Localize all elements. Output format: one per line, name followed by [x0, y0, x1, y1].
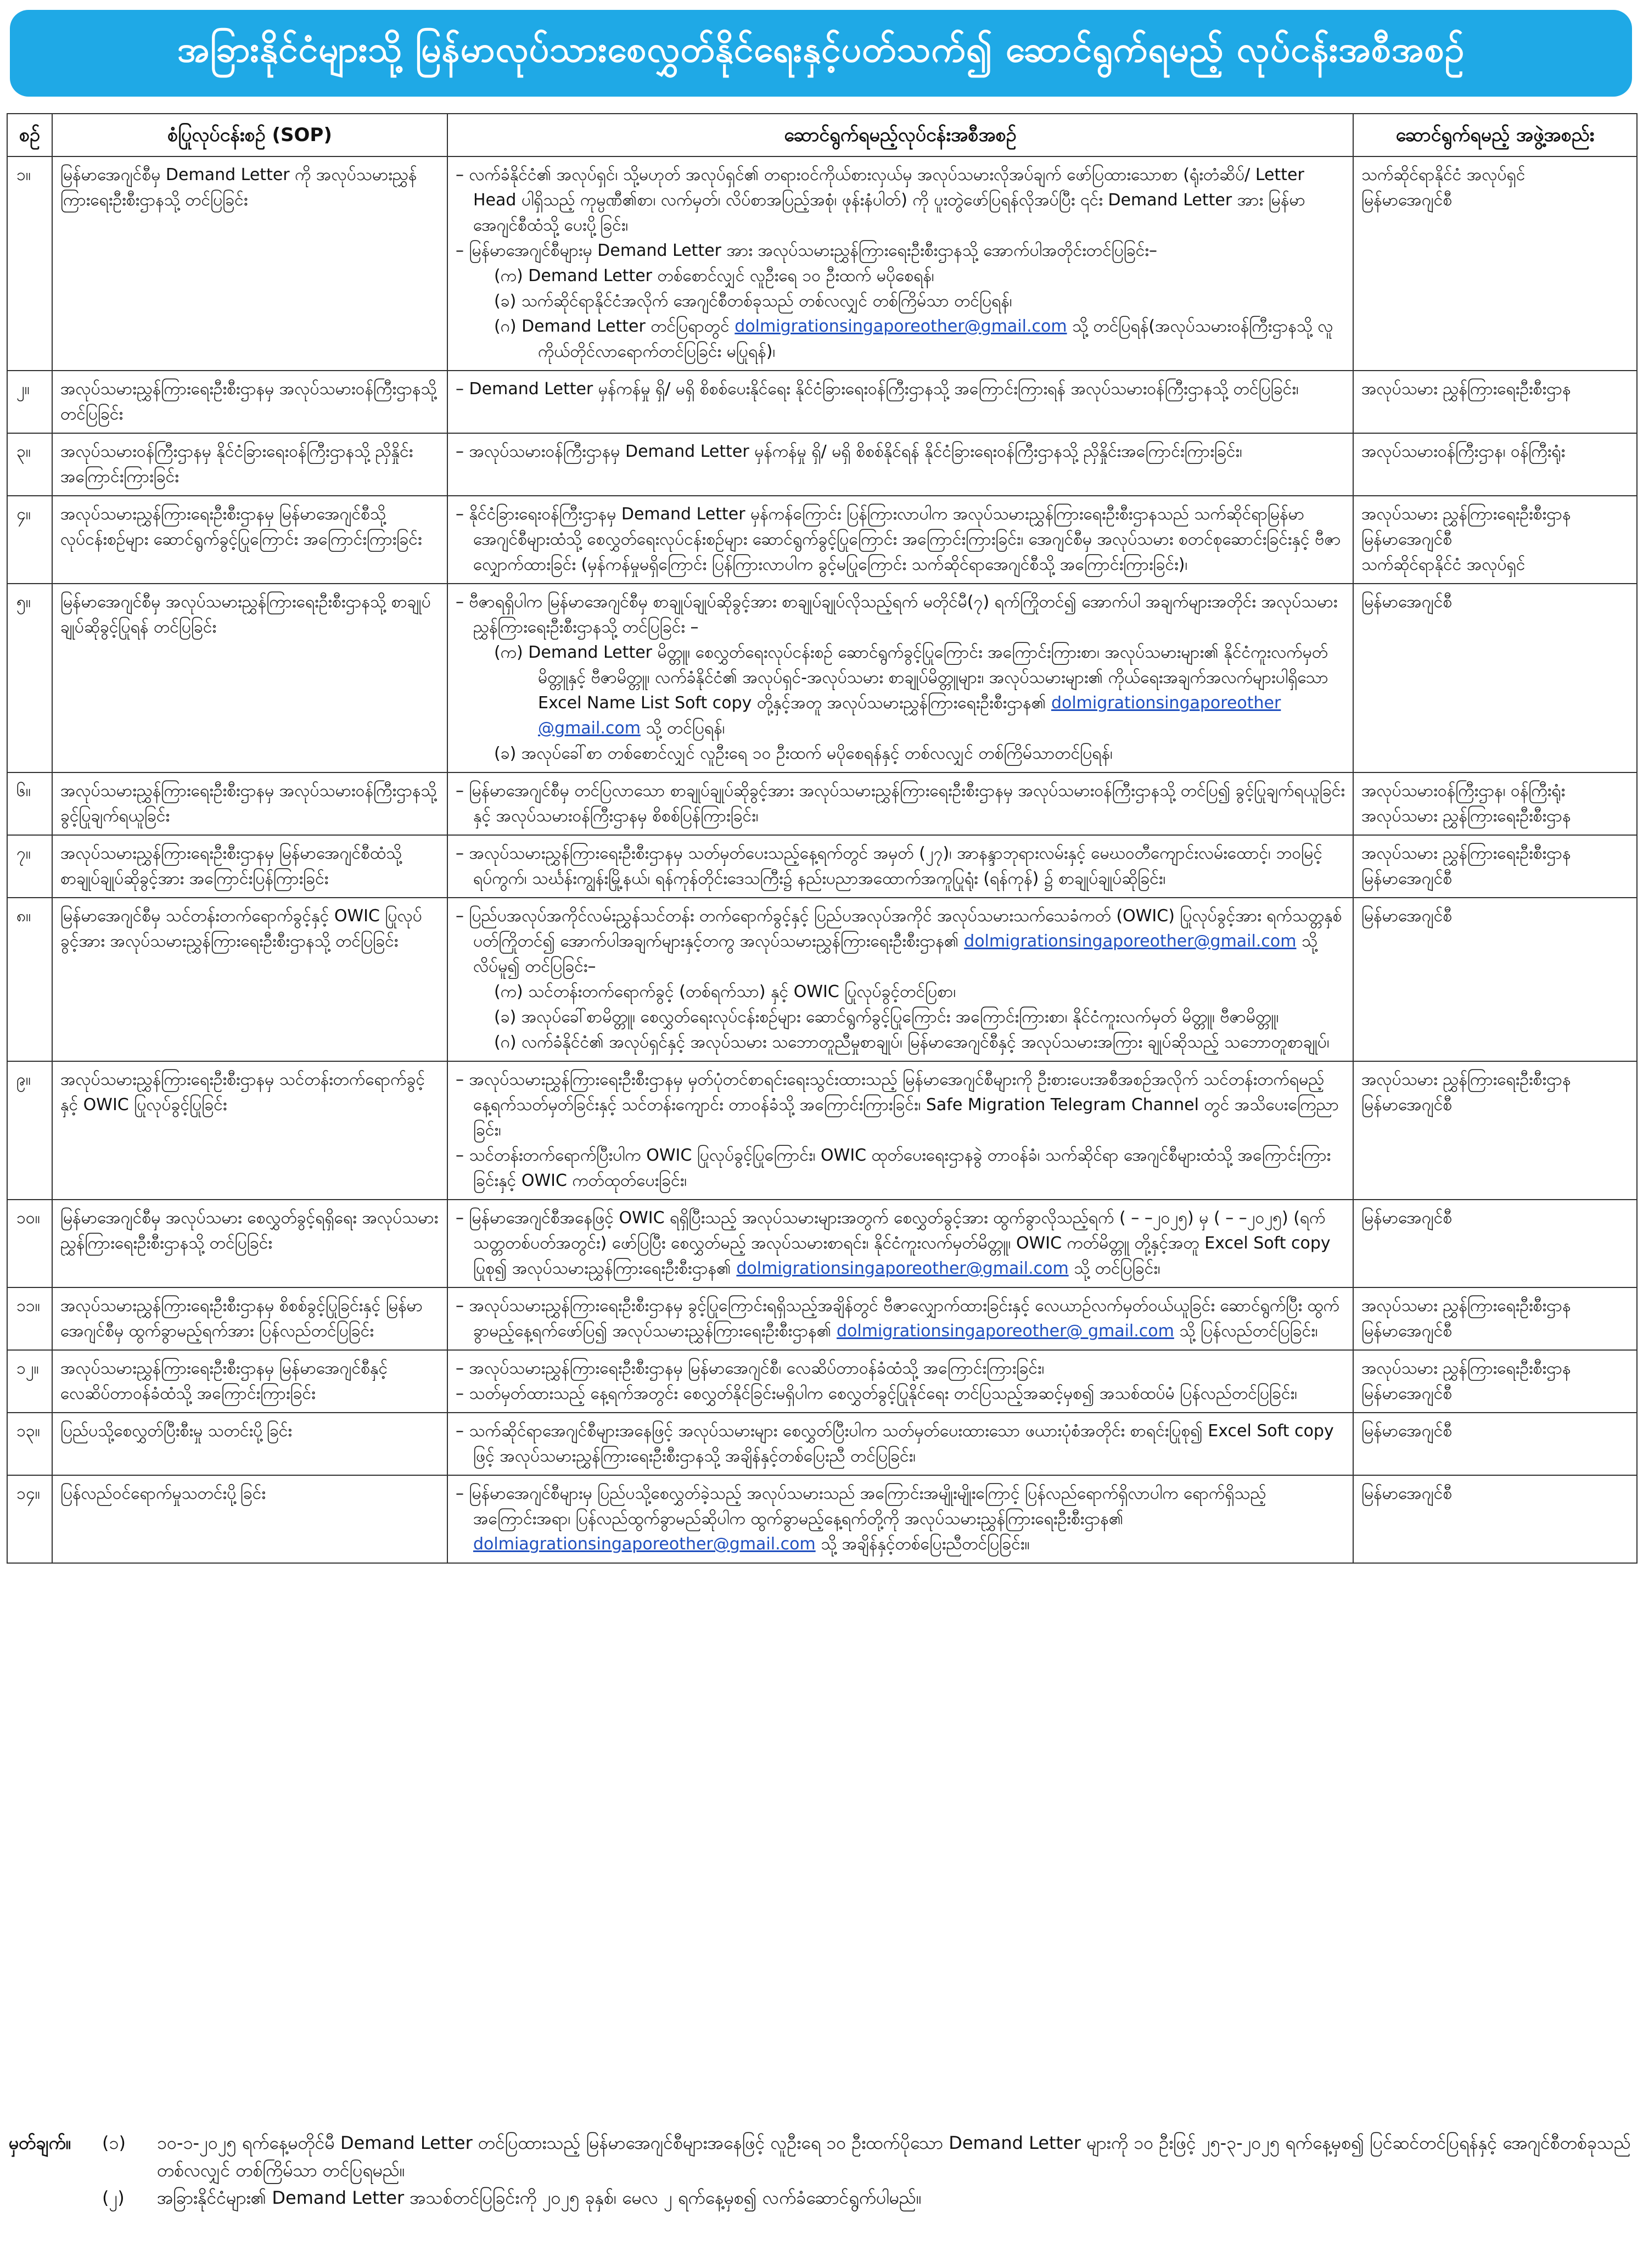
plan-line: (ဂ) လက်ခံနိုင်ငံ၏ အလုပ်ရှင်နှင့် အလုပ်သမား သဘောတူညီမှုစာချုပ်၊ မြန်မာအေဂျင်စီနှင့် အလုပ်သမားအကြား ချုပ်ဆိုသည့် သဘောတူစာချုပ်၊: [494, 1033, 1330, 1052]
note-2-text: အခြားနိုင်ငံများ၏ Demand Letter အသစ်တင်ပြခြင်းကို ၂၀၂၅ ခုနှစ်၊ မေလ ၂ ရက်နေ့မှစ၍ လက်ခံဆောင်ရွက်ပါမည်။: [157, 2187, 922, 2208]
plan-line: – Demand Letter မှန်ကန်မှု ရှိ/ မရှိ စိစစ်ပေးနိုင်ရေး နိုင်ငံခြားရေးဝန်ကြီးဌာနသို့ အကြောင်းကြားရန် အလုပ်သမားဝန်ကြီးဌာနသို့ တင်ပြခြင်း၊: [456, 379, 1299, 399]
plan-line: (က) Demand Letter တစ်စောင်လျှင် လူဦးရေ ၁၀ ဦးထက် မပိုစေရန်၊: [494, 266, 934, 285]
row-sop: အလုပ်သမားညွှန်ကြားရေးဦးစီးဌာနမှ မြန်မာအေဂျင်စီနှင့် လေဆိပ်တာဝန်ခံထံသို့ အကြောင်းကြားခြင်း: [52, 1350, 447, 1413]
row-number: ၉။: [7, 1061, 52, 1200]
row-plan: [447, 584, 1353, 772]
org-line: အလုပ်သမား ညွှန်ကြားရေးဦးစီးဌာန: [1361, 807, 1571, 826]
row-sop: အလုပ်သမားညွှန်ကြားရေးဦးစီးဌာနမှ အလုပ်သမားဝန်ကြီးဌာနသို့ တင်ပြခြင်း: [52, 371, 447, 433]
row-number: ၄။: [7, 496, 52, 584]
email-link[interactable]: dolmigrationsingaporeother @gmail.com: [538, 693, 1281, 738]
org-line: မြန်မာအေဂျင်စီ: [1361, 1208, 1453, 1228]
row-plan: [447, 433, 1353, 496]
row-number: ၅။: [7, 584, 52, 772]
org-line: မြန်မာအေဂျင်စီ: [1361, 906, 1453, 926]
row-org: [1353, 584, 1637, 772]
row-plan: [447, 1475, 1353, 1563]
org-line: မြန်မာအေဂျင်စီ: [1361, 1484, 1453, 1503]
row-sop: အလုပ်သမားဝန်ကြီးဌာနမှ နိုင်ငံခြားရေးဝန်ကြီးဌာနသို့ ညှိနှိုင်းအကြောင်းကြားခြင်း: [52, 433, 447, 496]
table-row: [7, 772, 1637, 835]
table-row: [7, 584, 1637, 772]
org-line: သက်ဆိုင်ရာနိုင်ငံ အလုပ်ရှင်: [1361, 555, 1526, 574]
note-2-number: (၂): [102, 2187, 125, 2208]
plan-line: – အလုပ်သမားညွှန်ကြားရေးဦးစီးဌာနမှ မှတ်ပုံတင်စာရင်းရေးသွင်းထားသည့် မြန်မာအေဂျင်စီများကို ဦးစားပေးအစီအစဉ်အလိုက် သင်တန်းတက်ရမည့် နေ့ရက်သတ်မှတ်ခြင်းနှင့် သင်တန်းကျောင်း တာဝန်ခံသို့ အကြောင်းကြားခြင်း၊ Safe Migration Telegram Channel တွင် အသိပေးကြေညာခြင်း၊: [456, 1070, 1339, 1140]
plan-line: – သက်ဆိုင်ရာအေဂျင်စီများအနေဖြင့် အလုပ်သမားများ စေလွှတ်ပြီးပါက သတ်မှတ်ပေးထားသော ဖယားပုံစံအတိုင်း စာရင်းပြုစု၍ Excel Soft copy ဖြင့် အလုပ်သမားညွှန်ကြားရေးဦးစီးဌာနသို့ အချိန်နှင့်တစ်ပြေးညီ တင်ပြခြင်း၊: [456, 1421, 1334, 1466]
header-plan: ဆောင်ရွက်ရမည့်လုပ်ငန်းအစီအစဉ်: [447, 114, 1353, 156]
table-row: [7, 156, 1637, 371]
row-number: ၁၃။: [7, 1413, 52, 1475]
row-org: [1353, 1475, 1637, 1563]
plan-line: – ပြည်ပအလုပ်အကိုင်လမ်းညွှန်သင်တန်း တက်ရောက်ခွင့်နှင့် ပြည်ပအလုပ်အကိုင် အလုပ်သမားသက်သေခံကတ် (OWIC) ပြုလုပ်ခွင့်အား ရက်သတ္တနှစ်ပတ်ကြိုတင်၍ အောက်ပါအချက်များနှင့်တကွ အလုပ်သမားညွှန်ကြားရေးဦးစီးဌာန၏ dolmigrationsingaporeother@gmail.com သို့ လိပ်မူ၍ တင်ပြခြင်း–: [456, 906, 1342, 976]
org-line: မြန်မာအေဂျင်စီ: [1361, 869, 1453, 888]
row-plan: [447, 156, 1353, 371]
row-org: [1353, 1200, 1637, 1287]
plan-line: – အလုပ်သမားညွှန်ကြားရေးဦးစီးဌာနမှ မြန်မာအေဂျင်စီ၊ လေဆိပ်တာဝန်ခံထံသို့ အကြောင်းကြားခြင်း၊: [456, 1359, 1045, 1378]
table-row: [7, 1287, 1637, 1350]
row-number: ၁၂။: [7, 1350, 52, 1413]
header-no: စဉ်: [7, 114, 52, 156]
row-plan: [447, 1061, 1353, 1200]
header-org: ဆောင်ရွက်ရမည့် အဖွဲ့အစည်း: [1353, 114, 1637, 156]
email-link[interactable]: dolmiagrationsingaporeother@gmail.com: [473, 1535, 816, 1554]
plan-line: (က) သင်တန်းတက်ရောက်ခွင့် (တစ်ရက်သာ) နှင့် OWIC ပြုလုပ်ခွင့်တင်ပြစာ၊: [494, 982, 956, 1001]
row-org: [1353, 1413, 1637, 1475]
table-row: [7, 496, 1637, 584]
note-1-number: (၁): [102, 2132, 126, 2153]
org-line: အလုပ်သမား ညွှန်ကြားရေးဦးစီးဌာန: [1361, 1296, 1571, 1315]
row-sop: မြန်မာအေဂျင်စီမှ အလုပ်သမား စေလွှတ်ခွင့်ရရှိရေး အလုပ်သမား ညွှန်ကြားရေးဦးစီးဌာနသို့ တင်ပြခြင်း: [52, 1200, 447, 1287]
org-line: အလုပ်သမား ညွှန်ကြားရေးဦးစီးဌာန: [1361, 1070, 1571, 1089]
plan-line: – အလုပ်သမားဝန်ကြီးဌာနမှ Demand Letter မှန်ကန်မှု ရှိ/ မရှိ စိစစ်နိုင်ရန် နိုင်ငံခြားရေးဝန်ကြီးဌာနသို့ ညှိနှိုင်းအကြောင်းကြားခြင်း၊: [456, 442, 1242, 461]
email-link[interactable]: dolmigrationsingaporeother@gmail.com: [736, 1259, 1069, 1278]
org-line: မြန်မာအေဂျင်စီ: [1361, 191, 1453, 210]
plan-line: (ခ) အလုပ်ခေါ်စာမိတ္တူ၊ စေလွှတ်ရေးလုပ်ငန်းစဉ်များ ဆောင်ရွက်ခွင့်ပြုကြောင်း အကြောင်းကြားစာ၊ နိုင်ငံကူးလက်မှတ် မိတ္တူ၊ ဗီဇာမိတ္တူ၊: [494, 1007, 1279, 1027]
row-sop: အလုပ်သမားညွှန်ကြားရေးဦးစီးဌာနမှ သင်တန်းတက်ရောက်ခွင့်နှင့် OWIC ပြုလုပ်ခွင့်ပြုခြင်း: [52, 1061, 447, 1200]
table-row: [7, 371, 1637, 433]
row-org: [1353, 433, 1637, 496]
header-sop: စံပြုလုပ်ငန်းစဉ် (SOP): [52, 114, 447, 156]
row-plan: [447, 1200, 1353, 1287]
table-row: [7, 898, 1637, 1061]
row-org: [1353, 1287, 1637, 1350]
email-link[interactable]: dolmigrationsingaporeother@gmail.com: [964, 932, 1297, 951]
row-plan: [447, 1350, 1353, 1413]
table-row: [7, 835, 1637, 898]
row-org: [1353, 898, 1637, 1061]
row-sop: မြန်မာအေဂျင်စီမှ သင်တန်းတက်ရောက်ခွင့်နှင့် OWIC ပြုလုပ်ခွင့်အား အလုပ်သမားညွှန်ကြားရေးဦးစီးဌာနသို့ တင်ပြခြင်း: [52, 898, 447, 1061]
row-org: [1353, 496, 1637, 584]
plan-line: – သတ်မှတ်ထားသည့် နေ့ရက်အတွင်း စေလွှတ်နိုင်ခြင်းမရှိပါက စေလွှတ်ခွင့်ပြုနိုင်ရေး တင်ပြသည့်အဆင့်မှစ၍ အသစ်ထပ်မံ ပြန်လည်တင်ပြခြင်း၊: [456, 1384, 1297, 1403]
row-sop: အလုပ်သမားညွှန်ကြားရေးဦးစီးဌာနမှ စိစစ်ခွင့်ပြုခြင်းနှင့် မြန်မာအေဂျင်စီမှ ထွက်ခွာမည့်ရက်အား ပြန်လည်တင်ပြခြင်း: [52, 1287, 447, 1350]
plan-line: – အလုပ်သမားညွှန်ကြားရေးဦးစီးဌာနမှ သတ်မှတ်ပေးသည့်နေ့ရက်တွင် အမှတ် (၂၇)၊ အာနန္ဒာဘုရားလမ်းနှင့် မေဃဝတီကျောင်းလမ်းထောင့်၊ ဘဝမြင့်ရပ်ကွက်၊ သင်္ဃန်းကျွန်းမြို့နယ်၊ ရန်ကုန်တိုင်းဒေသကြီး၌ နည်းပညာအထောက်အကူပြုရုံး (ရန်ကုန်) ၌ စာချုပ်ချုပ်ဆိုခြင်း၊: [456, 844, 1322, 888]
row-org: [1353, 156, 1637, 371]
row-plan: [447, 1413, 1353, 1475]
row-sop: အလုပ်သမားညွှန်ကြားရေးဦးစီးဌာနမှ မြန်မာအေဂျင်စီသို့ လုပ်ငန်းစဉ်များ ဆောင်ရွက်ခွင့်ပြုကြောင်း အကြောင်းကြားခြင်း: [52, 496, 447, 584]
notes-section: [9, 2129, 1634, 2211]
plan-line: – မြန်မာအေဂျင်စီမှ တင်ပြလာသော စာချုပ်ချုပ်ဆိုခွင့်အား အလုပ်သမားညွှန်ကြားရေးဦးစီးဌာနမှ အလုပ်သမားဝန်ကြီးဌာနသို့ တင်ပြ၍ ခွင့်ပြုချက်ရယူခြင်းနှင့် အလုပ်သမားဝန်ကြီးဌာနမှ စိစစ်ပြန်ကြားခြင်း၊: [456, 781, 1345, 826]
plan-line: – ဗီဇာရရှိပါက မြန်မာအေဂျင်စီမှ စာချုပ်ချုပ်ဆိုခွင့်အား စာချုပ်ချုပ်လိုသည့်ရက် မတိုင်မီ(၇) ရက်ကြိုတင်၍ အောက်ပါ အချက်များအတိုင်း အလုပ်သမားညွှန်ကြားရေးဦးစီးဌာနသို့ တင်ပြခြင်း –: [456, 592, 1338, 637]
plan-line: – မြန်မာအေဂျင်စီများမှ Demand Letter အား အလုပ်သမားညွှန်ကြားရေးဦးစီးဌာနသို့ အောက်ပါအတိုင်းတင်ပြခြင်း–: [456, 241, 1158, 260]
plan-line: (ခ) သက်ဆိုင်ရာနိုင်ငံအလိုက် အေဂျင်စီတစ်ခုသည် တစ်လလျှင် တစ်ကြိမ်သာ တင်ပြရန်၊: [494, 292, 1012, 311]
row-sop: ပြည်ပသို့စေလွှတ်ပြီးစီးမှု သတင်းပို့ခြင်း: [52, 1413, 447, 1475]
plan-line: – နိုင်ငံခြားရေးဝန်ကြီးဌာနမှ Demand Letter မှန်ကန်ကြောင်း ပြန်ကြားလာပါက အလုပ်သမားညွှန်ကြားရေးဦးစီးဌာနသည် သက်ဆိုင်ရာမြန်မာအေဂျင်စီများထံသို့ စေလွှတ်ရေးလုပ်ငန်းစဉ်များ ဆောင်ရွက်ခွင့်ပြုကြောင်း အကြောင်းကြားခြင်း၊ အေဂျင်စီမှ အလုပ်သမား စတင်စုဆောင်းခြင်းနှင့် ဗီဇာလျှောက်ထားခြင်း (မှန်ကန်မှုမရှိကြောင်း ပြန်ကြားလာပါက ခွင့်မပြုကြောင်း သက်ဆိုင်ရာအေဂျင်စီသို့ အကြောင်းကြားခြင်း)၊: [456, 505, 1341, 574]
row-sop: မြန်မာအေဂျင်စီမှ Demand Letter ကို အလုပ်သမားညွှန်ကြားရေးဦးစီးဌာနသို့ တင်ပြခြင်း: [52, 156, 447, 371]
table-header-row: [7, 114, 1637, 156]
plan-line: – အလုပ်သမားညွှန်ကြားရေးဦးစီးဌာနမှ ခွင့်ပြုကြောင်းရရှိသည့်အချိန်တွင် ဗီဇာလျှောက်ထားခြင်းနှင့် လေယာဉ်လက်မှတ်ဝယ်ယူခြင်း ဆောင်ရွက်ပြီး ထွက်ခွာမည့်နေ့ရက်ဖော်ပြ၍ အလုပ်သမားညွှန်ကြားရေးဦးစီးဌာန၏ dolmigrationsingaporeother@ gmail.com သို့ ပြန်လည်တင်ပြခြင်း၊: [456, 1296, 1340, 1341]
table-row: [7, 1475, 1637, 1563]
row-org: [1353, 1061, 1637, 1200]
table-row: [7, 1200, 1637, 1287]
plan-line: – မြန်မာအေဂျင်စီအနေဖြင့် OWIC ရရှိပြီးသည့် အလုပ်သမားများအတွက် စေလွှတ်ခွင့်အား ထွက်ခွာလိုသည့်ရက် ( – –၂၀၂၅) မှ ( – –၂၀၂၅) (ရက်သတ္တတစ်ပတ်အတွင်း) ဖော်ပြပြီး စေလွှတ်မည့် အလုပ်သမားစာရင်း၊ နိုင်ငံကူးလက်မှတ်မိတ္တူ၊ OWIC ကတ်မိတ္တူ တို့နှင့်အတူ Excel Soft copy ပြုစု၍ အလုပ်သမားညွှန်ကြားရေးဦးစီးဌာန၏ dolmigrationsingaporeother@gmail.com သို့ တင်ပြခြင်း၊: [456, 1208, 1331, 1278]
plan-line: (က) Demand Letter မိတ္တူ၊ စေလွှတ်ရေးလုပ်ငန်းစဉ် ဆောင်ရွက်ခွင့်ပြုကြောင်း အကြောင်းကြားစာ၊ အလုပ်သမားများ၏ နိုင်ငံကူးလက်မှတ်မိတ္တူနှင့် ဗီဇာမိတ္တူ၊ လက်ခံနိုင်ငံ၏ အလုပ်ရှင်-အလုပ်သမား စာချုပ်မိတ္တူများ၊ အလုပ်သမားများ၏ ကိုယ်ရေးအချက်အလက်များပါရှိသော Excel Name List Soft copy တို့နှင့်အတူ အလုပ်သမားညွှန်ကြားရေးဦးစီးဌာန၏ dolmigrationsingaporeother @gmail.com သို့ တင်ပြရန်၊: [494, 643, 1328, 738]
row-plan: [447, 835, 1353, 898]
org-line: သက်ဆိုင်ရာနိုင်ငံ အလုပ်ရှင်: [1361, 165, 1526, 184]
org-line: မြန်မာအေဂျင်စီ: [1361, 1421, 1453, 1441]
org-line: မြန်မာအေဂျင်စီ: [1361, 530, 1453, 549]
row-sop: ပြန်လည်ဝင်ရောက်မှုသတင်းပို့ခြင်း: [52, 1475, 447, 1563]
row-org: [1353, 835, 1637, 898]
notes-label: မှတ်ချက်။: [9, 2132, 71, 2153]
row-plan: [447, 1287, 1353, 1350]
org-line: အလုပ်သမား ညွှန်ကြားရေးဦးစီးဌာန: [1361, 379, 1571, 399]
title-banner: [10, 10, 1632, 97]
row-sop: မြန်မာအေဂျင်စီမှ အလုပ်သမားညွှန်ကြားရေးဦးစီးဌာနသို့ စာချုပ်ချုပ်ဆိုခွင့်ပြုရန် တင်ပြခြင်း: [52, 584, 447, 772]
org-line: မြန်မာအေဂျင်စီ: [1361, 1321, 1453, 1341]
plan-line: (ဂ) Demand Letter တင်ပြရာတွင် dolmigrationsingaporeother@gmail.com သို့ တင်ပြရန်(အလုပ်သမားဝန်ကြီးဌာနသို့ လူကိုယ်တိုင်လာရောက်တင်ပြခြင်း မပြုရန်)၊: [494, 317, 1333, 361]
table-row: [7, 1350, 1637, 1413]
row-sop: အလုပ်သမားညွှန်ကြားရေးဦးစီးဌာနမှ မြန်မာအေဂျင်စီထံသို့ စာချုပ်ချုပ်ဆိုခွင့်အား အကြောင်းပြန်ကြားခြင်း: [52, 835, 447, 898]
note-1-text: ၁၀-၁-၂၀၂၅ ရက်နေ့မတိုင်မီ Demand Letter တင်ပြထားသည့် မြန်မာအေဂျင်စီများအနေဖြင့် လူဦးရေ ၁၀ ဦးထက်ပိုသော Demand Letter များကို ၁၀ ဦးဖြင့် ၂၅-၃-၂၀၂၅ ရက်နေ့မှစ၍ ပြင်ဆင်တင်ပြရန်နှင့် အေဂျင်စီတစ်ခုသည် တစ်လလျှင် တစ်ကြိမ်သာ တင်ပြရမည်။: [157, 2132, 1631, 2181]
row-plan: [447, 371, 1353, 433]
org-line: အလုပ်သမားဝန်ကြီးဌာန၊ ဝန်ကြီးရုံး: [1361, 781, 1566, 800]
table-row: [7, 1061, 1637, 1200]
row-plan: [447, 496, 1353, 584]
row-number: ၁၀။: [7, 1200, 52, 1287]
row-number: ၁၄။: [7, 1475, 52, 1563]
row-number: ၇။: [7, 835, 52, 898]
plan-line: – မြန်မာအေဂျင်စီများမှ ပြည်ပသို့စေလွှတ်ခဲ့သည့် အလုပ်သမားသည် အကြောင်းအမျိုးမျိုးကြောင့် ပြန်လည်ရောက်ရှိလာပါက ရောက်ရှိသည့်အကြောင်းအရာ၊ ပြန်လည်ထွက်ခွာမည်ဆိုပါက ထွက်ခွာမည့်နေ့ရက်တို့ကို အလုပ်သမားညွှန်ကြားရေးဦးစီးဌာန၏ dolmiagrationsingaporeother@gmail.com သို့ အချိန်နှင့်တစ်ပြေးညီတင်ပြခြင်း။: [456, 1484, 1266, 1554]
org-line: အလုပ်သမား ညွှန်ကြားရေးဦးစီးဌာန: [1361, 1359, 1571, 1378]
plan-line: (ခ) အလုပ်ခေါ်စာ တစ်စောင်လျှင် လူဦးရေ ၁၀ ဦးထက် မပိုစေရန်နှင့် တစ်လလျှင် တစ်ကြိမ်သာတင်ပြရန်၊: [494, 744, 1113, 763]
table-row: [7, 433, 1637, 496]
email-link[interactable]: dolmigrationsingaporeother@ gmail.com: [837, 1321, 1174, 1341]
row-number: ၁၁။: [7, 1287, 52, 1350]
row-number: ၃။: [7, 433, 52, 496]
row-plan: [447, 898, 1353, 1061]
plan-line: – သင်တန်းတက်ရောက်ပြီးပါက OWIC ပြုလုပ်ခွင့်ပြုကြောင်း၊ OWIC ထုတ်ပေးရေးဌာနခွဲ တာဝန်ခံ၊ သက်ဆိုင်ရာ အေဂျင်စီများထံသို့ အကြောင်းကြားခြင်းနှင့် OWIC ကတ်ထုတ်ပေးခြင်း၊: [456, 1146, 1331, 1190]
email-link[interactable]: dolmigrationsingaporeother@gmail.com: [734, 317, 1067, 336]
row-org: [1353, 371, 1637, 433]
org-line: အလုပ်သမား ညွှန်ကြားရေးဦးစီးဌာန: [1361, 844, 1571, 863]
table-row: [7, 1413, 1637, 1475]
row-sop: အလုပ်သမားညွှန်ကြားရေးဦးစီးဌာနမှ အလုပ်သမားဝန်ကြီးဌာနသို့ ခွင့်ပြုချက်ရယူခြင်း: [52, 772, 447, 835]
row-org: [1353, 1350, 1637, 1413]
row-plan: [447, 772, 1353, 835]
sop-table: [7, 113, 1638, 1564]
plan-line: – လက်ခံနိုင်ငံ၏ အလုပ်ရှင်၊ သို့မဟုတ် အလုပ်ရှင်၏ တရားဝင်ကိုယ်စားလှယ်မှ အလုပ်သမားလိုအပ်ချက် ဖော်ပြထားသောစာ (ရုံးတံဆိပ်/ Letter Head ပါရှိသည့် ကုမ္ပဏီ၏စာ၊ လက်မှတ်၊ လိပ်စာအပြည့်အစုံ၊ ဖုန်းနံပါတ်) ကို ပူးတွဲဖော်ပြရန်လိုအပ်ပြီး ၎င်း Demand Letter အား မြန်မာအေဂျင်စီထံသို့ ပေးပို့ခြင်း၊: [456, 165, 1305, 235]
org-line: မြန်မာအေဂျင်စီ: [1361, 592, 1453, 612]
page-title: အခြားနိုင်ငံများသို့ မြန်မာလုပ်သားစေလွှတ်နိုင်ရေးနှင့်ပတ်သက်၍ ဆောင်ရွက်ရမည့် လုပ်ငန်းအစီအစဉ်: [177, 30, 1465, 70]
row-number: ၁။: [7, 156, 52, 371]
org-line: မြန်မာအေဂျင်စီ: [1361, 1384, 1453, 1403]
org-line: မြန်မာအေဂျင်စီ: [1361, 1095, 1453, 1115]
row-number: ၈။: [7, 898, 52, 1061]
row-number: ၆။: [7, 772, 52, 835]
org-line: အလုပ်သမားဝန်ကြီးဌာန၊ ဝန်ကြီးရုံး: [1361, 442, 1566, 461]
row-number: ၂။: [7, 371, 52, 433]
org-line: အလုပ်သမား ညွှန်ကြားရေးဦးစီးဌာန: [1361, 505, 1571, 524]
row-org: [1353, 772, 1637, 835]
